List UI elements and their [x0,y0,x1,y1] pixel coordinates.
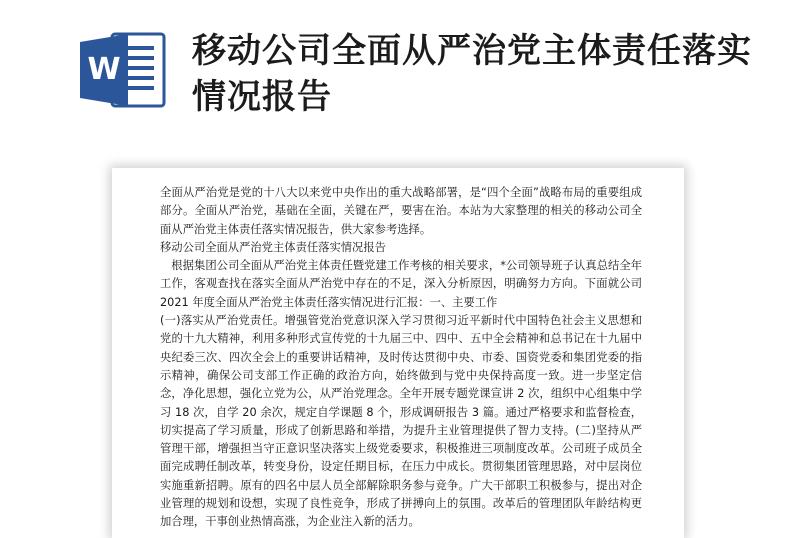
body-paragraph: (一)落实从严治党责任。增强管党治党意识深入学习贯彻习近平新时代中国特色社会主义思想和党的十九大精神，利用多种形式宣传党的十九届三中、四中、五中全会精神和总书记在十九届中央纪委三次、四次全会上的重要讲话精神，及时传达贯彻中央、市委、国资党委和集团党委的指示精神，确保公司支部工作正确的政治方向，始终做到与党中央保持高度一致。进一步坚定信念，净化思想，强化立党为公，从严治党理念。全年开展专题党课宣讲 2 次，组织中心组集中学习 18 次，自学 20 余次，规定自学课题 8 个，形成调研报告 3 篇。通过严格要求和监督检查，切实提高了学习质量，形成了创新思路和举措，为提升主业管理提供了智力支持。(二)坚持从严管理干部，增强担当守正意识坚决落实上级党委要求，积极推进三项制度改革。公司班子成员全面完成聘任制改革，转变身份，设定任期目标，在压力中成长。贯彻集团管理思路，对中层岗位实施重新招聘。原有的四名中层人员全部解除职务参与竞争。广大干部职工积极参与，提出对企业管理的规划和设想，实现了良性竞争，形成了拼搏向上的氛围。改革后的管理团队年龄结构更加合理，干事创业热情高涨，为企业注入新的活力。 [160,314,642,529]
intro-paragraph: 全面从严治党是党的十八大以来党中央作出的重大战略部署，是“四个全面”战略布局的重要组成部分。全面从严治党，基础在全面，关键在严，要害在治。本站为大家整理的相关的移动公司全面从严治党主体责任落实情况报告，供大家参考选择。 [160,186,642,236]
body-paragraph: 根据集团公司全面从严治党主体责任暨党建工作考核的相关要求，*公司领导班子认真总结全年工作，客观查找在落实全面从严治党中存在的不足，深入分析原因，明确努力方向。下面就公司 2021 年度全面从严治党主体责任落实情况进行汇报：一、主要工作 [160,259,642,309]
word-icon [78,30,168,110]
page-title: 移动公司全面从严治党主体责任落实情况报告 [192,31,752,117]
word-icon-letter: W [87,52,121,87]
document-preview-area [0,150,800,529]
document-page [112,168,684,538]
report-heading: 移动公司全面从严治党主体责任落实情况报告 [160,240,386,254]
document-header [0,0,800,150]
document-body [160,184,642,532]
